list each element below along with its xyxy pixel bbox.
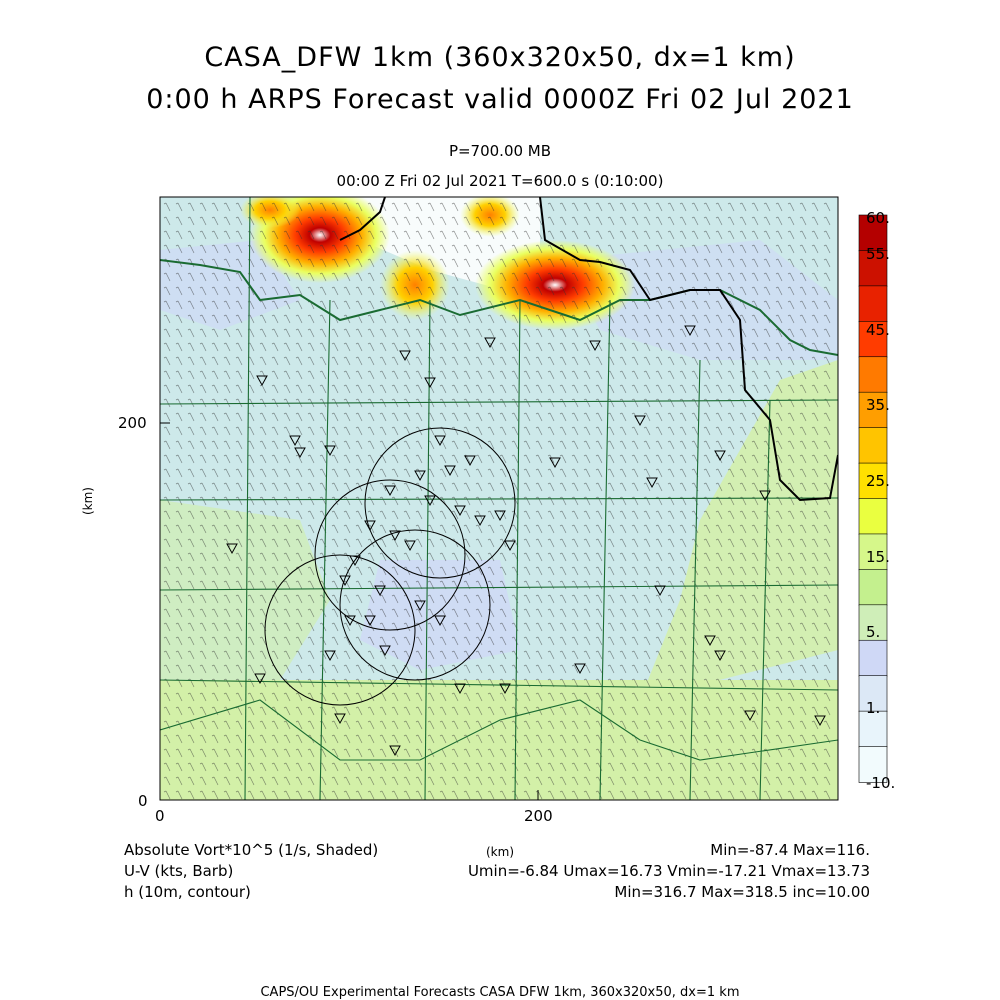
pressure-level: P=700.00 MB (448, 142, 552, 160)
colorbar-label-5: 5. (866, 623, 881, 641)
colorbar-label-45: 45. (866, 321, 890, 339)
colorbar-label-neg10: -10. (866, 774, 896, 792)
y-tick-0: 0 (138, 792, 148, 810)
colorbar-swatch (859, 569, 887, 605)
stats-wind: Umin=-6.84 Umax=16.73 Vmin=-17.21 Vmax=13.73 (467, 862, 870, 880)
y-tick-200: 200 (118, 414, 147, 432)
colorbar (859, 215, 887, 783)
footer-credit: CAPS/OU Experimental Forecasts CASA DFW 1km, 360x320x50, dx=1 km (260, 985, 740, 1000)
colorbar-swatch (859, 499, 887, 535)
valid-time: 00:00 Z Fri 02 Jul 2021 T=600.0 s (0:10:00) (336, 172, 664, 190)
colorbar-label-60: 60. (866, 209, 890, 227)
colorbar-label-15: 15. (866, 548, 890, 566)
legend-wind: U-V (kts, Barb) (124, 862, 234, 880)
plot-subtitle: 0:00 h ARPS Forecast valid 0000Z Fri 02 Jul 2021 (146, 84, 854, 115)
stats-vorticity: Min=-87.4 Max=116. (710, 841, 870, 859)
colorbar-swatch (859, 428, 887, 464)
colorbar-label-35: 35. (866, 396, 890, 414)
colorbar-swatch (859, 286, 887, 322)
colorbar-label-25: 25. (866, 472, 890, 490)
colorbar-swatch (859, 357, 887, 393)
stats-height: Min=316.7 Max=318.5 inc=10.00 (614, 883, 870, 901)
y-axis-label: (km) (81, 486, 96, 516)
x-tick-0: 0 (155, 807, 165, 825)
colorbar-swatch (859, 640, 887, 676)
legend-height: h (10m, contour) (124, 883, 251, 901)
legend-vorticity: Absolute Vort*10^5 (1/s, Shaded) (124, 841, 379, 859)
colorbar-label-1: 1. (866, 699, 881, 717)
x-tick-200: 200 (524, 807, 553, 825)
vorticity-field (160, 187, 838, 800)
colorbar-label-55: 55. (866, 245, 890, 263)
plot-title: CASA_DFW 1km (360x320x50, dx=1 km) (204, 42, 796, 73)
x-axis-label: (km) (486, 845, 515, 859)
